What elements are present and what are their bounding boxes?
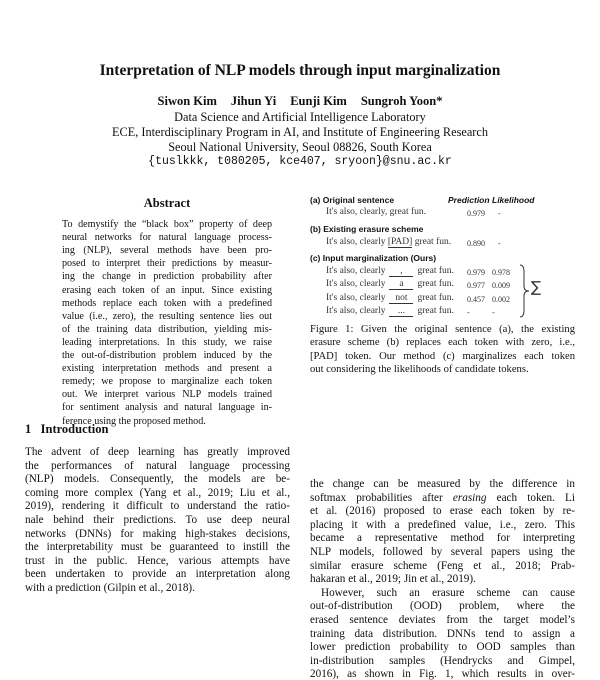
likelihood-value: 0.978	[492, 268, 510, 277]
marginalized-sentence	[326, 293, 454, 304]
prediction-value: 0.890	[467, 239, 485, 248]
author: Eunji Kim	[290, 94, 347, 108]
figure-a-heading: (a) Original sentence	[310, 195, 395, 205]
text-line: in-distribution samples (Hendrycks and Gimpel,	[310, 654, 575, 667]
text-line: erasing each token of an input. Since existing	[62, 284, 272, 296]
affiliation-line: ECE, Interdisciplinary Program in AI, and Institute of Engineering Research	[112, 125, 488, 139]
candidate-token: ,	[389, 267, 413, 277]
pad-token: [PAD]	[387, 237, 413, 247]
affiliation-line: Data Science and Artificial Intelligence Laboratory	[174, 110, 426, 124]
sentence-prefix: It's also, clearly	[326, 305, 386, 316]
text-line: of the training data distribution, yielding mis-	[62, 323, 272, 335]
prediction-value: -	[467, 307, 470, 317]
text-line: To demystify the “black box” property of deep	[62, 219, 272, 230]
text-line: leading interpretations. In this study, we raise	[62, 336, 272, 348]
sentence-suffix: great fun.	[417, 279, 454, 290]
prediction-value: 0.979	[467, 209, 485, 218]
text-line: ing the change in prediction probability after	[62, 271, 272, 283]
prediction-value: 0.979	[467, 268, 485, 277]
text-line: networks (DNNs) for making high-stakes decisions,	[25, 527, 290, 540]
text-line: been undertaken to provide an interpretation along	[25, 568, 290, 581]
text-line: NLP models, followed by several papers using the	[310, 546, 575, 558]
sentence-prefix: It's also, clearly	[326, 292, 386, 303]
column-header-prediction: Prediction	[448, 195, 490, 205]
author: Jihun Yi	[230, 94, 277, 108]
figure-c-heading: (c) Input marginalization (Ours)	[310, 253, 437, 263]
likelihood-value: 0.002	[492, 294, 510, 304]
author: Sungroh Yoon*	[360, 94, 443, 108]
marginalized-sentence	[326, 279, 454, 290]
text-line: for sentiment analysis and natural language in-	[62, 402, 272, 414]
text-line: placing it with a predefined value, i.e., zero. This	[310, 518, 575, 531]
text-line: the performances of natural language processing	[25, 459, 290, 472]
text-line: the out-of-distribution problem induced by the	[62, 350, 272, 361]
abstract-heading: Abstract	[143, 196, 191, 210]
sentence-prefix: It's also, clearly	[326, 237, 386, 247]
text-line: Figure 1: Given the original sentence (a), the existing	[310, 324, 575, 335]
right-brace-icon	[518, 264, 532, 318]
text-line: the change can be measured by the difference in	[310, 478, 575, 490]
likelihood-value: -	[498, 239, 501, 248]
author: Siwon Kim	[157, 94, 217, 108]
text-line: nale behind their predictions. To use deep neural	[25, 514, 290, 526]
text-line: remedy; we propose to marginalize each token	[62, 376, 272, 388]
sentence-prefix: It's also, clearly	[326, 279, 386, 290]
text-line: neural networks for natural language process-	[62, 232, 272, 244]
paper-title: Interpretation of NLP models through input marginalization	[99, 62, 501, 79]
marginalized-sentence	[326, 306, 454, 317]
text-line: with a prediction (Gilpin et al., 2018).	[25, 582, 195, 594]
text-line: erased sentence deviates from the target model’s	[310, 614, 575, 626]
text-line: ference using the proposed method.	[62, 415, 206, 427]
candidate-token: a	[389, 280, 413, 290]
text-line: erasure scheme (b) replaces each token with zero, i.e.,	[310, 337, 575, 349]
sentence-suffix: great fun.	[414, 237, 452, 247]
sum-symbol: ∑	[531, 278, 542, 296]
text-line: hakaran et al., 2019; Jin et al., 2019).	[310, 573, 476, 586]
text-line: training data distribution. DNNs tend to assign a	[310, 627, 575, 640]
sentence-suffix: great fun.	[417, 305, 454, 316]
text-line: lower prediction probability to OOD samples than	[310, 641, 575, 654]
text-line: trust in the public. Hence, various attempts have	[25, 554, 290, 567]
sentence-suffix: great fun.	[417, 292, 454, 303]
text-line: [PAD] token. Our method (c) marginalizes each token	[310, 350, 575, 362]
text-line: The advent of deep learning has greatly improved	[25, 446, 290, 458]
text-line: posed to interpret their predictions by measur-	[62, 258, 272, 270]
author-emails: {tuslkkk, t080205, kce407, sryoon}@snu.ac.kr	[148, 155, 452, 168]
prediction-value: 0.457	[467, 294, 485, 304]
prediction-value: 0.977	[467, 281, 485, 291]
text-line: (NLP) models. Consequently, the models are be-	[25, 473, 290, 486]
text-line: existing interpretation methods and present a	[62, 363, 272, 375]
text-line: out. We interpret various NLP models trained	[62, 389, 272, 401]
original-sentence: It's also, clearly, great fun.	[326, 207, 427, 217]
text-line: 2019), rendering it difficult to understand the ratio-	[25, 500, 290, 513]
text-line: 2016), as shown in Fig. 1, which results in over-	[310, 668, 575, 680]
text-line: softmax probabilities after erasing each token. Li	[310, 491, 575, 504]
likelihood-value: -	[492, 307, 495, 317]
text-line: value (i.e., zero), the resulting sentence lies out	[62, 310, 272, 322]
affiliation-line: Seoul National University, Seoul 08826, South Korea	[168, 140, 432, 154]
section-heading-introduction: 1 Introduction	[25, 422, 109, 436]
candidate-token: ...	[389, 307, 413, 317]
text-line: became a representative method for interpreting	[310, 532, 575, 545]
text-line: similar erasure scheme (Feng et al., 2018; Prab-	[310, 559, 575, 572]
candidate-token: not	[389, 294, 413, 304]
text-line: ing (NLP), several methods have been pro-	[62, 245, 272, 257]
sentence-suffix: great fun.	[417, 266, 454, 276]
text-line: et al. (2016) proposed to erase each token by re-	[310, 505, 575, 518]
text-line: However, such an erasure scheme can cause	[321, 586, 575, 599]
likelihood-value: 0.009	[492, 281, 510, 291]
text-line: out considering the likelihoods of candidate tokens.	[310, 364, 529, 376]
author-list	[0, 94, 600, 109]
sentence-prefix: It's also, clearly	[326, 266, 386, 276]
text-line: methods replace each token with a predefined	[62, 297, 272, 309]
erasure-sentence	[326, 237, 451, 247]
text-line: the interpretability must be guaranteed to instill the	[25, 541, 290, 554]
column-header-likelihood: Likelihood	[492, 195, 535, 205]
likelihood-value: -	[498, 209, 501, 218]
text-line: coming more complex (Yang et al., 2019; Liu et al.,	[25, 486, 290, 499]
marginalized-sentence	[326, 266, 454, 277]
figure-b-heading: (b) Existing erasure scheme	[310, 224, 424, 234]
text-line: out-of-distribution (OOD) problem, where the	[310, 600, 575, 613]
